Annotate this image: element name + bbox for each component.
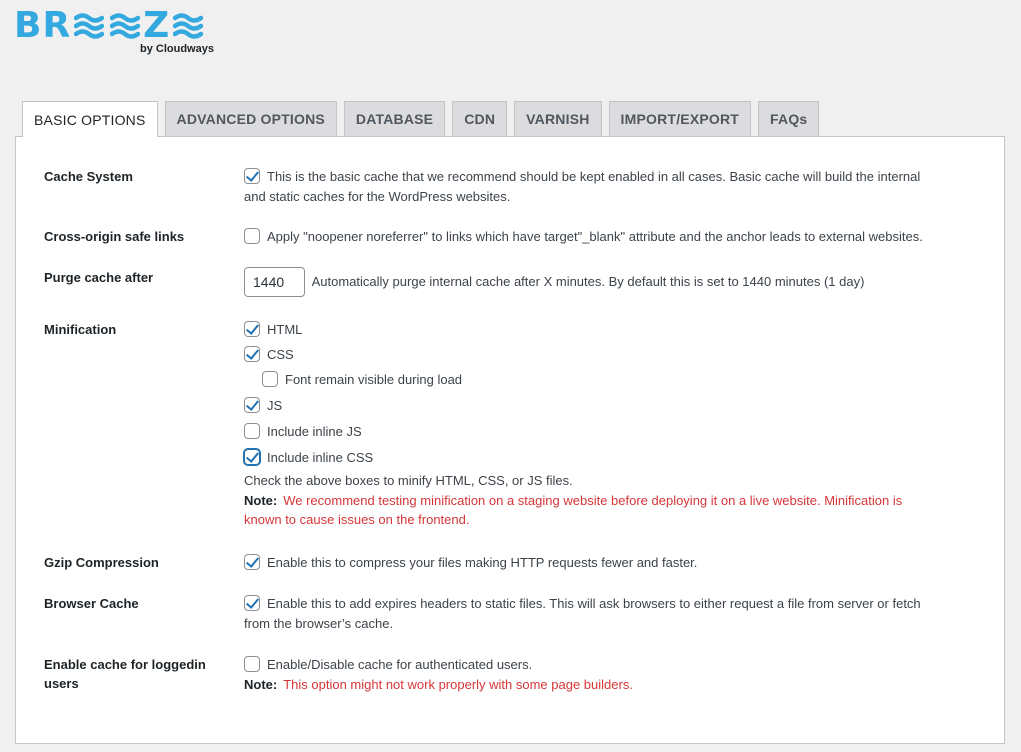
- purge-minutes-input[interactable]: 1440: [244, 267, 305, 297]
- loggedin-cache-checkbox[interactable]: [244, 656, 260, 672]
- cache-system-checkbox[interactable]: [244, 168, 260, 184]
- setting-description: Enable/Disable cache for authenticated users.: [267, 657, 533, 672]
- checkbox-label: HTML: [267, 322, 303, 337]
- setting-description: from the browser’s cache.: [244, 615, 394, 631]
- setting-label: Cross-origin safe links: [44, 229, 185, 244]
- inline-css-checkbox[interactable]: [244, 449, 260, 465]
- logo-wave-icon: [173, 11, 203, 41]
- checkbox-label: CSS: [267, 347, 294, 362]
- tab-cdn[interactable]: CDN: [452, 101, 507, 136]
- setting-label: [44, 655, 224, 693]
- setting-description: This is the basic cache that we recommend should be kept enabled in all cases. Basic cache will build the internal: [267, 169, 921, 184]
- logo-letters-right: Z: [143, 5, 171, 46]
- setting-label: Purge cache after: [44, 270, 154, 285]
- minification-note: We recommend testing minification on a staging website before deploying it on a live website. Minification is: [283, 492, 903, 508]
- minify-js-checkbox[interactable]: [244, 397, 260, 413]
- setting-description: Enable this to compress your files making HTTP requests fewer and faster.: [267, 555, 698, 570]
- breeze-logo: [14, 6, 224, 58]
- logo-tagline: by Cloudways: [140, 43, 214, 55]
- gzip-checkbox[interactable]: [244, 554, 260, 570]
- setting-description: Enable this to add expires headers to static files. This will ask browsers to either request a file from server or fetch: [267, 596, 921, 611]
- loggedin-note: This option might not work properly with some page builders.: [283, 676, 633, 692]
- minify-css-checkbox[interactable]: [244, 346, 260, 362]
- settings-panel: [15, 136, 1005, 744]
- logo-wordmark: [14, 6, 206, 46]
- setting-label: Cache System: [44, 169, 133, 184]
- checkbox-label: JS: [267, 398, 283, 413]
- tab-import-export[interactable]: IMPORT/EXPORT: [609, 101, 752, 136]
- checkbox-label: Include inline JS: [267, 424, 362, 439]
- tab-database[interactable]: DATABASE: [344, 101, 445, 136]
- minification-help: Check the above boxes to minify HTML, CSS, or JS files.: [244, 473, 573, 488]
- checkbox-label: Font remain visible during load: [285, 372, 463, 387]
- setting-description: Automatically purge internal cache after X minutes. By default this is set to 1440 minutes (1 day): [311, 274, 865, 290]
- minification-note: known to cause issues on the frontend.: [244, 512, 470, 527]
- minify-html-checkbox[interactable]: [244, 321, 260, 337]
- browser-cache-checkbox[interactable]: [244, 595, 260, 611]
- setting-label-line: Enable cache for loggedin: [44, 657, 206, 672]
- checkbox-label: Include inline CSS: [267, 450, 374, 465]
- note-label: Note:: [244, 492, 278, 508]
- logo-wave-icon: [74, 11, 104, 41]
- inline-js-checkbox[interactable]: [244, 423, 260, 439]
- logo-letters-left: BR: [14, 5, 72, 46]
- logo-wave-icon: [110, 11, 140, 41]
- tab-faqs[interactable]: FAQs: [758, 101, 819, 136]
- tab-advanced-options[interactable]: ADVANCED OPTIONS: [165, 101, 337, 136]
- tab-basic-options[interactable]: BASIC OPTIONS: [22, 101, 158, 137]
- settings-tabs: [22, 101, 819, 137]
- setting-description: Apply "noopener noreferrer" to links which have target"_blank" attribute and the anchor leads to external websites.: [267, 229, 923, 244]
- setting-label-line: users: [44, 676, 79, 691]
- setting-description: and static caches for the WordPress websites.: [244, 188, 511, 204]
- setting-label: Minification: [44, 322, 117, 337]
- tab-varnish[interactable]: VARNISH: [514, 101, 601, 136]
- setting-label: Gzip Compression: [44, 555, 159, 570]
- setting-label: Browser Cache: [44, 596, 139, 611]
- note-label: Note:: [244, 676, 278, 692]
- font-visible-checkbox[interactable]: [262, 371, 278, 387]
- cross-origin-checkbox[interactable]: [244, 228, 260, 244]
